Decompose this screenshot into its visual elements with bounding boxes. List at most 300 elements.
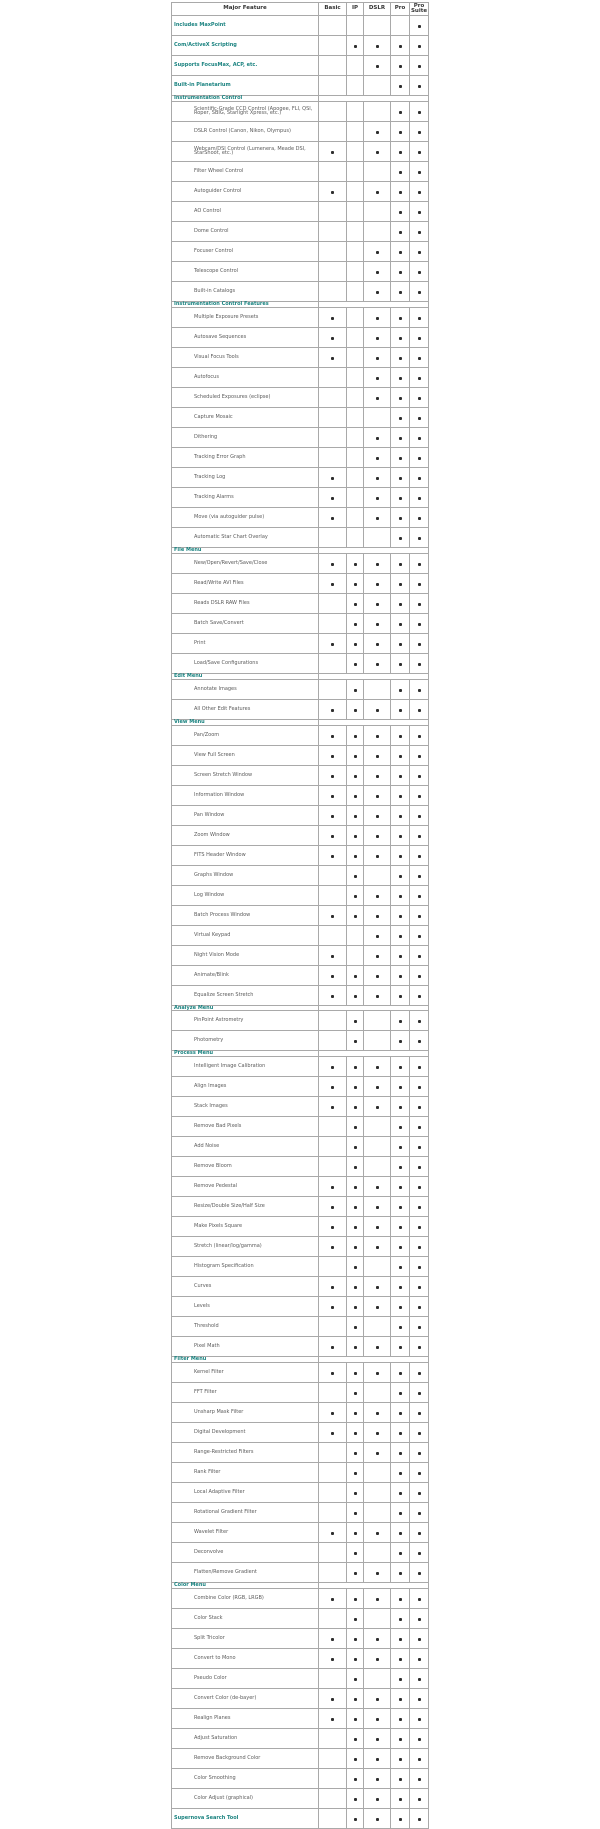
included-cell xyxy=(319,965,347,985)
included-cell xyxy=(391,347,410,367)
included-dot-icon xyxy=(399,915,402,918)
included-cell xyxy=(347,1443,364,1463)
included-dot-icon xyxy=(418,1186,421,1189)
feature-label: Digital Development xyxy=(172,1423,319,1443)
included-cell xyxy=(347,1669,364,1689)
empty-cell xyxy=(319,56,347,76)
header-row xyxy=(172,3,429,16)
empty-cell xyxy=(364,1383,391,1403)
included-cell xyxy=(364,745,391,765)
included-dot-icon xyxy=(354,1818,357,1821)
included-cell xyxy=(391,845,410,865)
feature-row xyxy=(172,1749,429,1769)
included-cell xyxy=(347,1463,364,1483)
included-cell xyxy=(364,553,391,573)
included-cell xyxy=(410,1077,429,1097)
included-cell xyxy=(347,1523,364,1543)
included-dot-icon xyxy=(418,663,421,666)
included-cell xyxy=(319,141,347,161)
included-cell xyxy=(391,261,410,281)
included-cell xyxy=(391,1589,410,1609)
included-dot-icon xyxy=(418,1206,421,1209)
included-cell xyxy=(319,573,347,593)
included-dot-icon xyxy=(354,775,357,778)
empty-cell xyxy=(347,121,364,141)
included-dot-icon xyxy=(354,1226,357,1229)
included-dot-icon xyxy=(354,1492,357,1495)
included-cell xyxy=(364,307,391,327)
included-dot-icon xyxy=(354,1392,357,1395)
included-cell xyxy=(410,447,429,467)
included-cell xyxy=(391,1137,410,1157)
included-cell xyxy=(364,573,391,593)
included-dot-icon xyxy=(418,151,421,154)
feature-row xyxy=(172,945,429,965)
feature-row xyxy=(172,965,429,985)
included-cell xyxy=(391,613,410,633)
feature-row xyxy=(172,725,429,745)
included-dot-icon xyxy=(399,1798,402,1801)
included-dot-icon xyxy=(376,271,379,274)
empty-cell xyxy=(319,1031,347,1051)
included-dot-icon xyxy=(418,251,421,254)
feature-row xyxy=(172,1277,429,1297)
included-cell xyxy=(364,885,391,905)
included-cell xyxy=(347,1237,364,1257)
feature-label: Intelligent Image Calibration xyxy=(172,1057,319,1077)
included-dot-icon xyxy=(376,1798,379,1801)
included-cell xyxy=(391,1097,410,1117)
included-dot-icon xyxy=(399,643,402,646)
included-dot-icon xyxy=(376,377,379,380)
included-cell xyxy=(364,367,391,387)
feature-label: Automatic Star Chart Overlay xyxy=(172,527,319,547)
included-dot-icon xyxy=(399,895,402,898)
feature-label: Resize/Double Size/Half Size xyxy=(172,1197,319,1217)
feature-label: Autosave Sequences xyxy=(172,327,319,347)
included-cell xyxy=(391,573,410,593)
included-dot-icon xyxy=(418,537,421,540)
included-dot-icon xyxy=(376,65,379,68)
included-cell xyxy=(364,261,391,281)
included-dot-icon xyxy=(376,1086,379,1089)
included-cell xyxy=(410,1543,429,1563)
included-dot-icon xyxy=(399,1452,402,1455)
included-dot-icon xyxy=(376,457,379,460)
included-dot-icon xyxy=(418,1166,421,1169)
included-cell xyxy=(391,1297,410,1317)
included-dot-icon xyxy=(331,317,334,320)
empty-cell xyxy=(347,181,364,201)
feature-row xyxy=(172,1789,429,1809)
feature-row xyxy=(172,1011,429,1031)
included-dot-icon xyxy=(376,563,379,566)
included-cell xyxy=(410,101,429,121)
feature-label: Log Window xyxy=(172,885,319,905)
included-cell xyxy=(347,613,364,633)
included-cell xyxy=(391,1317,410,1337)
feature-row xyxy=(172,121,429,141)
empty-cell xyxy=(347,945,364,965)
included-dot-icon xyxy=(354,45,357,48)
included-dot-icon xyxy=(399,1346,402,1349)
included-dot-icon xyxy=(331,151,334,154)
included-cell xyxy=(364,593,391,613)
included-cell xyxy=(391,1277,410,1297)
section-label: Built-in Planetarium xyxy=(172,76,319,96)
included-dot-icon xyxy=(354,1678,357,1681)
included-cell xyxy=(364,1563,391,1583)
included-cell xyxy=(391,925,410,945)
empty-cell xyxy=(319,76,347,96)
empty-cell xyxy=(319,1011,347,1031)
feature-label: Read/Write AVI Files xyxy=(172,573,319,593)
included-cell xyxy=(410,161,429,181)
included-dot-icon xyxy=(376,709,379,712)
empty-cell xyxy=(364,407,391,427)
included-dot-icon xyxy=(418,1678,421,1681)
feature-label: Remove Background Color xyxy=(172,1749,319,1769)
included-cell xyxy=(410,427,429,447)
included-cell xyxy=(391,1031,410,1051)
included-cell xyxy=(364,1277,391,1297)
feature-label: Batch Process Window xyxy=(172,905,319,925)
empty-cell xyxy=(319,1609,347,1629)
feature-label: Unsharp Mask Filter xyxy=(172,1403,319,1423)
feature-label: Convert Color (de-bayer) xyxy=(172,1689,319,1709)
feature-label: Tracking Log xyxy=(172,467,319,487)
included-dot-icon xyxy=(354,815,357,818)
feature-row xyxy=(172,1769,429,1789)
included-cell xyxy=(364,1649,391,1669)
feature-row xyxy=(172,1523,429,1543)
included-dot-icon xyxy=(354,975,357,978)
included-dot-icon xyxy=(399,111,402,114)
feature-row xyxy=(172,307,429,327)
feature-label: Dome Control xyxy=(172,221,319,241)
included-cell xyxy=(319,1689,347,1709)
included-dot-icon xyxy=(354,563,357,566)
included-cell xyxy=(364,653,391,673)
included-dot-icon xyxy=(376,755,379,758)
included-dot-icon xyxy=(354,1266,357,1269)
feature-label: Local Adaptive Filter xyxy=(172,1483,319,1503)
included-dot-icon xyxy=(331,1286,334,1289)
included-dot-icon xyxy=(418,835,421,838)
included-dot-icon xyxy=(399,397,402,400)
included-cell xyxy=(364,507,391,527)
included-cell xyxy=(410,1117,429,1137)
empty-cell xyxy=(319,925,347,945)
empty-cell xyxy=(347,261,364,281)
feature-label: Levels xyxy=(172,1297,319,1317)
included-dot-icon xyxy=(418,337,421,340)
feature-row xyxy=(172,407,429,427)
feature-row xyxy=(172,1629,429,1649)
column-header-pro-suite: Pro Suite xyxy=(410,2,428,14)
empty-cell xyxy=(319,36,347,56)
feature-row xyxy=(172,141,429,161)
included-dot-icon xyxy=(399,1106,402,1109)
included-cell xyxy=(364,141,391,161)
empty-cell xyxy=(347,427,364,447)
empty-cell xyxy=(347,925,364,945)
included-dot-icon xyxy=(418,25,421,28)
included-dot-icon xyxy=(399,1512,402,1515)
feature-label: Capture Mosaic xyxy=(172,407,319,427)
empty-cell xyxy=(364,1669,391,1689)
included-dot-icon xyxy=(418,755,421,758)
empty-cell xyxy=(364,101,391,121)
included-dot-icon xyxy=(331,1718,334,1721)
empty-cell xyxy=(364,16,391,36)
included-cell xyxy=(319,1423,347,1443)
included-cell xyxy=(391,1689,410,1709)
included-cell xyxy=(364,1443,391,1463)
included-dot-icon xyxy=(399,795,402,798)
feature-row xyxy=(172,1729,429,1749)
included-cell xyxy=(391,865,410,885)
included-cell xyxy=(364,725,391,745)
included-cell xyxy=(347,1629,364,1649)
included-dot-icon xyxy=(376,1532,379,1535)
included-dot-icon xyxy=(399,211,402,214)
included-dot-icon xyxy=(418,1718,421,1721)
included-cell xyxy=(410,1423,429,1443)
included-dot-icon xyxy=(418,915,421,918)
included-cell xyxy=(391,1769,410,1789)
included-dot-icon xyxy=(418,1572,421,1575)
included-dot-icon xyxy=(376,1066,379,1069)
included-cell xyxy=(391,945,410,965)
feature-label: Threshold xyxy=(172,1317,319,1337)
included-cell xyxy=(410,1523,429,1543)
included-dot-icon xyxy=(354,1618,357,1621)
included-cell xyxy=(347,985,364,1005)
feature-row xyxy=(172,1317,429,1337)
included-cell xyxy=(410,1383,429,1403)
empty-cell xyxy=(364,76,391,96)
empty-cell xyxy=(319,1257,347,1277)
included-cell xyxy=(364,181,391,201)
included-dot-icon xyxy=(331,1226,334,1229)
included-dot-icon xyxy=(418,1146,421,1149)
included-dot-icon xyxy=(376,357,379,360)
section-label: Supports FocusMax, ACP, etc. xyxy=(172,56,319,76)
included-cell xyxy=(347,1137,364,1157)
feature-table-body xyxy=(172,16,429,1829)
feature-row xyxy=(172,633,429,653)
feature-label: Histogram Specification xyxy=(172,1257,319,1277)
included-dot-icon xyxy=(418,1452,421,1455)
included-dot-icon xyxy=(354,795,357,798)
included-cell xyxy=(319,805,347,825)
included-dot-icon xyxy=(399,537,402,540)
included-dot-icon xyxy=(354,1532,357,1535)
included-cell xyxy=(319,1337,347,1357)
included-cell xyxy=(364,1789,391,1809)
included-cell xyxy=(391,36,410,56)
included-cell xyxy=(410,307,429,327)
feature-row xyxy=(172,327,429,347)
feature-row xyxy=(172,865,429,885)
included-dot-icon xyxy=(399,337,402,340)
included-dot-icon xyxy=(399,65,402,68)
included-cell xyxy=(347,1157,364,1177)
included-cell xyxy=(391,633,410,653)
included-dot-icon xyxy=(376,191,379,194)
included-dot-icon xyxy=(354,1326,357,1329)
empty-cell xyxy=(319,407,347,427)
feature-row xyxy=(172,1503,429,1523)
feature-row xyxy=(172,1383,429,1403)
included-cell xyxy=(391,1563,410,1583)
included-cell xyxy=(391,1503,410,1523)
included-cell xyxy=(364,1363,391,1383)
included-cell xyxy=(410,1217,429,1237)
included-dot-icon xyxy=(376,1572,379,1575)
feature-label: Align Images xyxy=(172,1077,319,1097)
included-dot-icon xyxy=(331,1186,334,1189)
included-cell xyxy=(347,1689,364,1709)
included-cell xyxy=(319,745,347,765)
included-dot-icon xyxy=(399,1492,402,1495)
included-dot-icon xyxy=(399,755,402,758)
empty-cell xyxy=(319,1503,347,1523)
empty-cell xyxy=(364,161,391,181)
included-cell xyxy=(410,327,429,347)
included-cell xyxy=(391,121,410,141)
included-cell xyxy=(410,16,429,36)
included-cell xyxy=(364,905,391,925)
empty-cell xyxy=(364,527,391,547)
included-cell xyxy=(364,845,391,865)
included-dot-icon xyxy=(354,1066,357,1069)
included-cell xyxy=(364,1809,391,1829)
included-dot-icon xyxy=(354,1598,357,1601)
included-cell xyxy=(391,241,410,261)
included-dot-icon xyxy=(331,975,334,978)
included-dot-icon xyxy=(399,1186,402,1189)
included-cell xyxy=(410,653,429,673)
empty-cell xyxy=(319,613,347,633)
empty-cell xyxy=(319,121,347,141)
included-dot-icon xyxy=(354,1246,357,1249)
included-cell xyxy=(410,1709,429,1729)
feature-label: Adjust Saturation xyxy=(172,1729,319,1749)
included-dot-icon xyxy=(376,477,379,480)
included-dot-icon xyxy=(399,417,402,420)
feature-row xyxy=(172,241,429,261)
included-cell xyxy=(410,1563,429,1583)
section-row xyxy=(172,1809,429,1829)
empty-cell xyxy=(319,201,347,221)
included-dot-icon xyxy=(331,1432,334,1435)
included-dot-icon xyxy=(376,497,379,500)
included-dot-icon xyxy=(399,1412,402,1415)
feature-row xyxy=(172,1543,429,1563)
included-dot-icon xyxy=(399,563,402,566)
included-cell xyxy=(391,1443,410,1463)
feature-label: Add Noise xyxy=(172,1137,319,1157)
included-dot-icon xyxy=(354,1638,357,1641)
included-cell xyxy=(319,347,347,367)
included-dot-icon xyxy=(418,417,421,420)
included-dot-icon xyxy=(376,337,379,340)
included-dot-icon xyxy=(418,477,421,480)
empty-cell xyxy=(319,527,347,547)
included-dot-icon xyxy=(399,1040,402,1043)
empty-cell xyxy=(364,1011,391,1031)
included-dot-icon xyxy=(418,45,421,48)
included-dot-icon xyxy=(399,1266,402,1269)
feature-label: Focuser Control xyxy=(172,241,319,261)
empty-cell xyxy=(347,467,364,487)
included-dot-icon xyxy=(418,191,421,194)
empty-cell xyxy=(319,1669,347,1689)
included-dot-icon xyxy=(418,1818,421,1821)
included-cell xyxy=(410,1649,429,1669)
included-dot-icon xyxy=(418,583,421,586)
included-cell xyxy=(391,141,410,161)
included-dot-icon xyxy=(418,1512,421,1515)
feature-row xyxy=(172,487,429,507)
included-dot-icon xyxy=(354,1432,357,1435)
section-label: Instrumentation Control Features xyxy=(172,301,319,307)
included-cell xyxy=(347,905,364,925)
feature-label: Print xyxy=(172,633,319,653)
feature-label: FFT Filter xyxy=(172,1383,319,1403)
included-dot-icon xyxy=(418,855,421,858)
empty-cell xyxy=(347,327,364,347)
included-dot-icon xyxy=(418,1698,421,1701)
included-dot-icon xyxy=(376,795,379,798)
included-cell xyxy=(347,1031,364,1051)
included-dot-icon xyxy=(399,815,402,818)
included-cell xyxy=(364,805,391,825)
empty-cell xyxy=(364,1503,391,1523)
included-cell xyxy=(391,1543,410,1563)
included-dot-icon xyxy=(354,1552,357,1555)
included-cell xyxy=(410,1483,429,1503)
included-dot-icon xyxy=(418,795,421,798)
empty-cell xyxy=(319,261,347,281)
included-dot-icon xyxy=(399,1658,402,1661)
included-cell xyxy=(410,507,429,527)
included-cell xyxy=(364,1629,391,1649)
included-cell xyxy=(347,1729,364,1749)
included-cell xyxy=(391,1057,410,1077)
included-dot-icon xyxy=(376,1818,379,1821)
included-cell xyxy=(364,1749,391,1769)
included-cell xyxy=(410,805,429,825)
included-cell xyxy=(347,1077,364,1097)
included-dot-icon xyxy=(354,1572,357,1575)
included-dot-icon xyxy=(331,1658,334,1661)
included-cell xyxy=(347,1257,364,1277)
feature-label: Move (via autoguider pulse) xyxy=(172,507,319,527)
included-cell xyxy=(410,201,429,221)
empty-cell xyxy=(319,593,347,613)
included-cell xyxy=(410,56,429,76)
included-cell xyxy=(347,785,364,805)
included-cell xyxy=(391,1077,410,1097)
feature-label: Webcam/DSI Control (Lumenera, Meade DSI, StarShoot, etc.) xyxy=(172,141,319,161)
included-cell xyxy=(410,1769,429,1789)
feature-label: Information Window xyxy=(172,785,319,805)
included-cell xyxy=(410,593,429,613)
included-dot-icon xyxy=(399,477,402,480)
